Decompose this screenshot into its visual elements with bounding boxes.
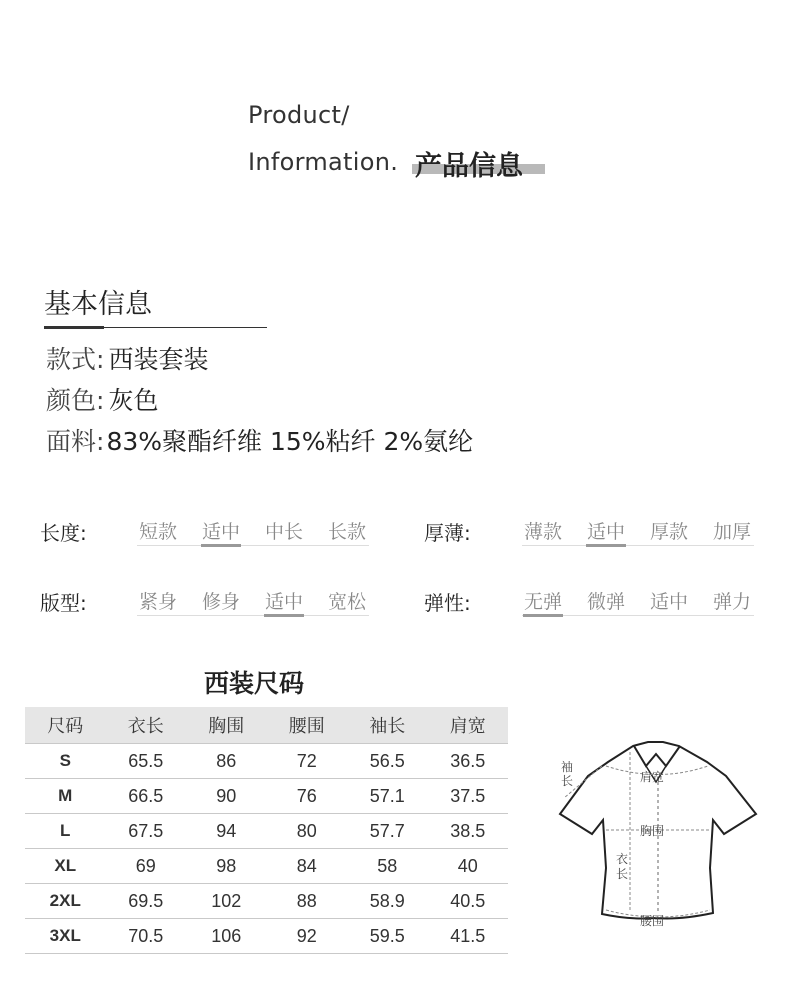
info-value: 西装套装: [108, 345, 209, 374]
attribute-track: [522, 545, 754, 546]
header-product: Product/: [248, 101, 350, 129]
table-row: [25, 919, 508, 954]
measure-cell: 65.5: [106, 744, 187, 779]
jacket-collar: [634, 746, 680, 766]
measure-cell: 80: [267, 814, 348, 849]
size-table-title: 西装尺码: [204, 669, 305, 698]
size-cell: S: [25, 744, 106, 779]
measure-cell: 69: [106, 849, 187, 884]
info-label: 面料:: [46, 427, 105, 456]
attribute-selected-marker: [264, 614, 304, 617]
size-cell: M: [25, 779, 106, 814]
info-label: 颜色:: [46, 386, 105, 415]
diagram-label-chest: 胸围: [640, 824, 665, 838]
attribute-option: 适中: [649, 591, 688, 613]
measure-cell: 70.5: [106, 919, 187, 954]
info-value: 83%聚酯纤维 15%粘纤 2%氨纶: [106, 427, 474, 456]
info-row-style: [46, 340, 208, 376]
measure-cell: 56.5: [347, 744, 428, 779]
measure-cell: 92: [267, 919, 348, 954]
info-value: 灰色: [108, 386, 159, 415]
measure-cell: 41.5: [428, 919, 509, 954]
attribute-label: 厚薄:: [424, 521, 471, 545]
measure-cell: 94: [186, 814, 267, 849]
col-header-waist: 腰围: [267, 707, 348, 744]
size-table: [25, 707, 508, 954]
measure-cell: 98: [186, 849, 267, 884]
measure-cell: 102: [186, 884, 267, 919]
diagram-label-waist: 腰围: [640, 914, 665, 928]
attribute-option: 长款: [327, 521, 366, 543]
header-cn-title: 产品信息: [415, 151, 523, 182]
diagram-label-sleeve: 袖长: [561, 760, 574, 788]
table-row: [25, 849, 508, 884]
measure-cell: 66.5: [106, 779, 187, 814]
attribute-option: 适中: [586, 521, 625, 543]
measure-cell: 57.1: [347, 779, 428, 814]
size-cell: 2XL: [25, 884, 106, 919]
attribute-label: 版型:: [40, 591, 87, 615]
basic-info-divider-accent: [44, 326, 104, 329]
attribute-option: 弹力: [712, 591, 751, 613]
attribute-option: 中长: [264, 521, 303, 543]
attribute-label: 弹性:: [424, 591, 471, 615]
info-row-fabric: [46, 422, 473, 458]
size-cell: 3XL: [25, 919, 106, 954]
attribute-option: 短款: [138, 521, 177, 543]
attribute-option: 无弹: [523, 591, 562, 613]
measure-cell: 72: [267, 744, 348, 779]
measure-cell: 106: [186, 919, 267, 954]
col-header-length: 衣长: [106, 707, 187, 744]
attribute-option: 紧身: [138, 591, 177, 613]
measure-cell: 69.5: [106, 884, 187, 919]
measure-cell: 38.5: [428, 814, 509, 849]
measure-cell: 67.5: [106, 814, 187, 849]
info-label: 款式:: [46, 345, 105, 374]
measure-cell: 57.7: [347, 814, 428, 849]
measure-cell: 37.5: [428, 779, 509, 814]
col-header-shoulder: 肩宽: [428, 707, 509, 744]
col-header-sleeve: 袖长: [347, 707, 428, 744]
info-row-color: [46, 381, 158, 417]
table-row: [25, 744, 508, 779]
attribute-option: 适中: [264, 591, 303, 613]
table-row: [25, 814, 508, 849]
diagram-label-shoulder: 肩宽: [640, 770, 665, 784]
attribute-selected-marker: [523, 614, 563, 617]
attribute-option: 厚款: [649, 521, 688, 543]
attribute-option: 修身: [201, 591, 240, 613]
attribute-label: 长度:: [40, 521, 87, 545]
attribute-option: 薄款: [523, 521, 562, 543]
attribute-track: [137, 615, 369, 616]
attribute-selected-marker: [201, 544, 241, 547]
table-row: [25, 779, 508, 814]
measure-cell: 40.5: [428, 884, 509, 919]
attribute-option: 宽松: [327, 591, 366, 613]
attribute-option: 加厚: [712, 521, 751, 543]
size-table-body: [25, 744, 508, 954]
measure-cell: 86: [186, 744, 267, 779]
basic-info-title: 基本信息: [44, 289, 152, 320]
attribute-selected-marker: [586, 544, 626, 547]
measure-cell: 90: [186, 779, 267, 814]
table-row: [25, 884, 508, 919]
measure-cell: 76: [267, 779, 348, 814]
measure-cell: 40: [428, 849, 509, 884]
attribute-track: [137, 545, 369, 546]
size-cell: XL: [25, 849, 106, 884]
header-information: Information.: [248, 148, 399, 176]
diagram-label-length: 衣长: [616, 852, 629, 881]
col-header-size: 尺码: [25, 707, 106, 744]
size-table-header-row: [25, 707, 508, 744]
measure-cell: 59.5: [347, 919, 428, 954]
measure-cell: 36.5: [428, 744, 509, 779]
size-cell: L: [25, 814, 106, 849]
attribute-option: 适中: [201, 521, 240, 543]
measure-cell: 58: [347, 849, 428, 884]
measure-cell: 58.9: [347, 884, 428, 919]
measure-cell: 88: [267, 884, 348, 919]
attribute-option: 微弹: [586, 591, 625, 613]
measure-cell: 84: [267, 849, 348, 884]
col-header-chest: 胸围: [186, 707, 267, 744]
